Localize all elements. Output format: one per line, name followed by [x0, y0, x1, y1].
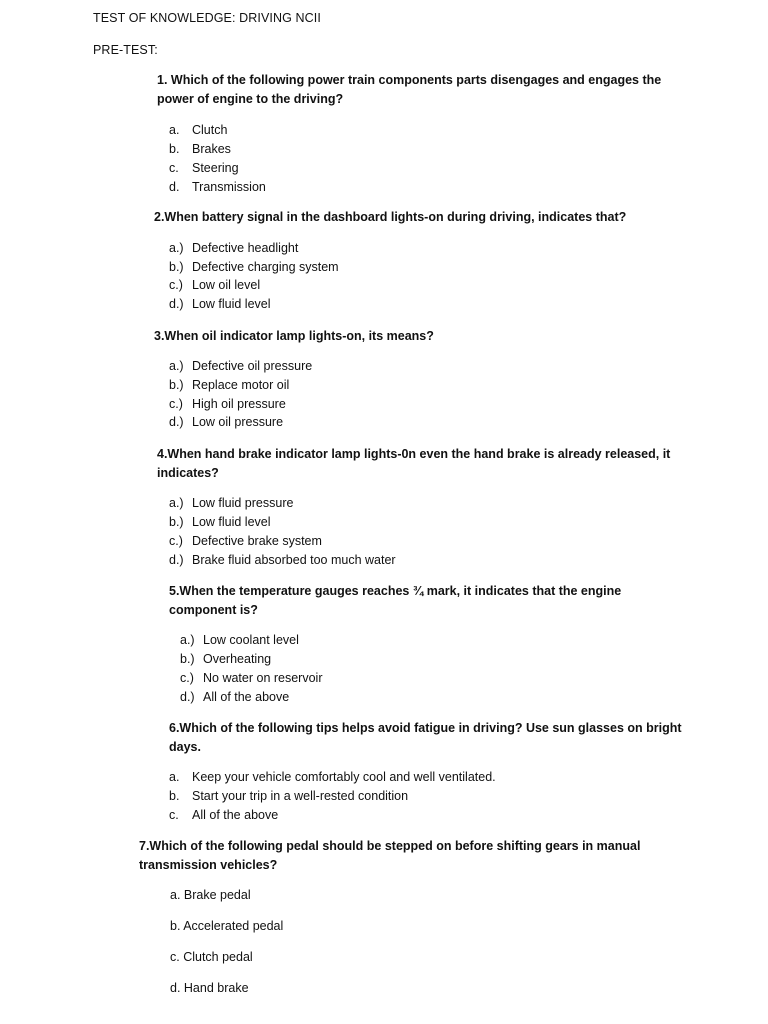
- option-2c: c.) Low oil level: [169, 278, 261, 292]
- option-3b: b.) Replace motor oil: [169, 378, 290, 392]
- option-5a: a.) Low coolant level: [180, 633, 299, 647]
- option-7b: b. Accelerated pedal: [170, 919, 284, 933]
- question-2: 2.When battery signal in the dashboard lights-on during driving, indicates that?: [154, 210, 627, 224]
- question-7: 7.Which of the following pedal should be stepped on before shifting gears in manual transmission vehicles?: [139, 839, 641, 872]
- option-2d: d.) Low fluid level: [169, 297, 271, 311]
- option-4b: b.) Low fluid level: [169, 515, 271, 529]
- option-4d: d.) Brake fluid absorbed too much water: [169, 553, 396, 567]
- option-7c: c. Clutch pedal: [170, 950, 253, 964]
- option-3c: c.) High oil pressure: [169, 397, 286, 411]
- option-7d: d. Hand brake: [170, 981, 249, 995]
- option-1d: d. Transmission: [169, 180, 266, 194]
- option-4a: a.) Low fluid pressure: [169, 496, 294, 510]
- option-3d: d.) Low oil pressure: [169, 415, 284, 429]
- question-6: 6.Which of the following tips helps avoid fatigue in driving? Use sun glasses on bright days.: [169, 721, 682, 754]
- option-5b: b.) Overheating: [180, 652, 272, 666]
- option-7a: a. Brake pedal: [170, 888, 251, 902]
- option-4c: c.) Defective brake system: [169, 534, 322, 548]
- option-3a: a.) Defective oil pressure: [169, 359, 313, 373]
- question-3: 3.When oil indicator lamp lights-on, its means?: [154, 329, 434, 343]
- option-5d: d.) All of the above: [180, 690, 290, 704]
- section-heading: PRE-TEST:: [93, 43, 158, 57]
- option-2b: b.) Defective charging system: [169, 260, 339, 274]
- option-6b: b. Start your trip in a well-rested condition: [169, 789, 409, 803]
- option-2a: a.) Defective headlight: [169, 241, 299, 255]
- option-1a: a. Clutch: [169, 123, 228, 137]
- question-1: 1. Which of the following power train components parts disengages and engages the power of engine to the driving?: [157, 73, 662, 106]
- option-1c: c. Steering: [169, 161, 239, 175]
- option-1b: b. Brakes: [169, 142, 231, 156]
- option-6c: c. All of the above: [169, 808, 279, 822]
- question-4: 4.When hand brake indicator lamp lights-0n even the hand brake is already released, it indicates?: [157, 447, 671, 480]
- option-6a: a. Keep your vehicle comfortably cool and well ventilated.: [169, 770, 496, 784]
- question-5: 5.When the temperature gauges reaches ¾ mark, it indicates that the engine component is?: [169, 584, 622, 617]
- option-5c: c.) No water on reservoir: [180, 671, 323, 685]
- document-title: TEST OF KNOWLEDGE: DRIVING NCII: [93, 11, 321, 25]
